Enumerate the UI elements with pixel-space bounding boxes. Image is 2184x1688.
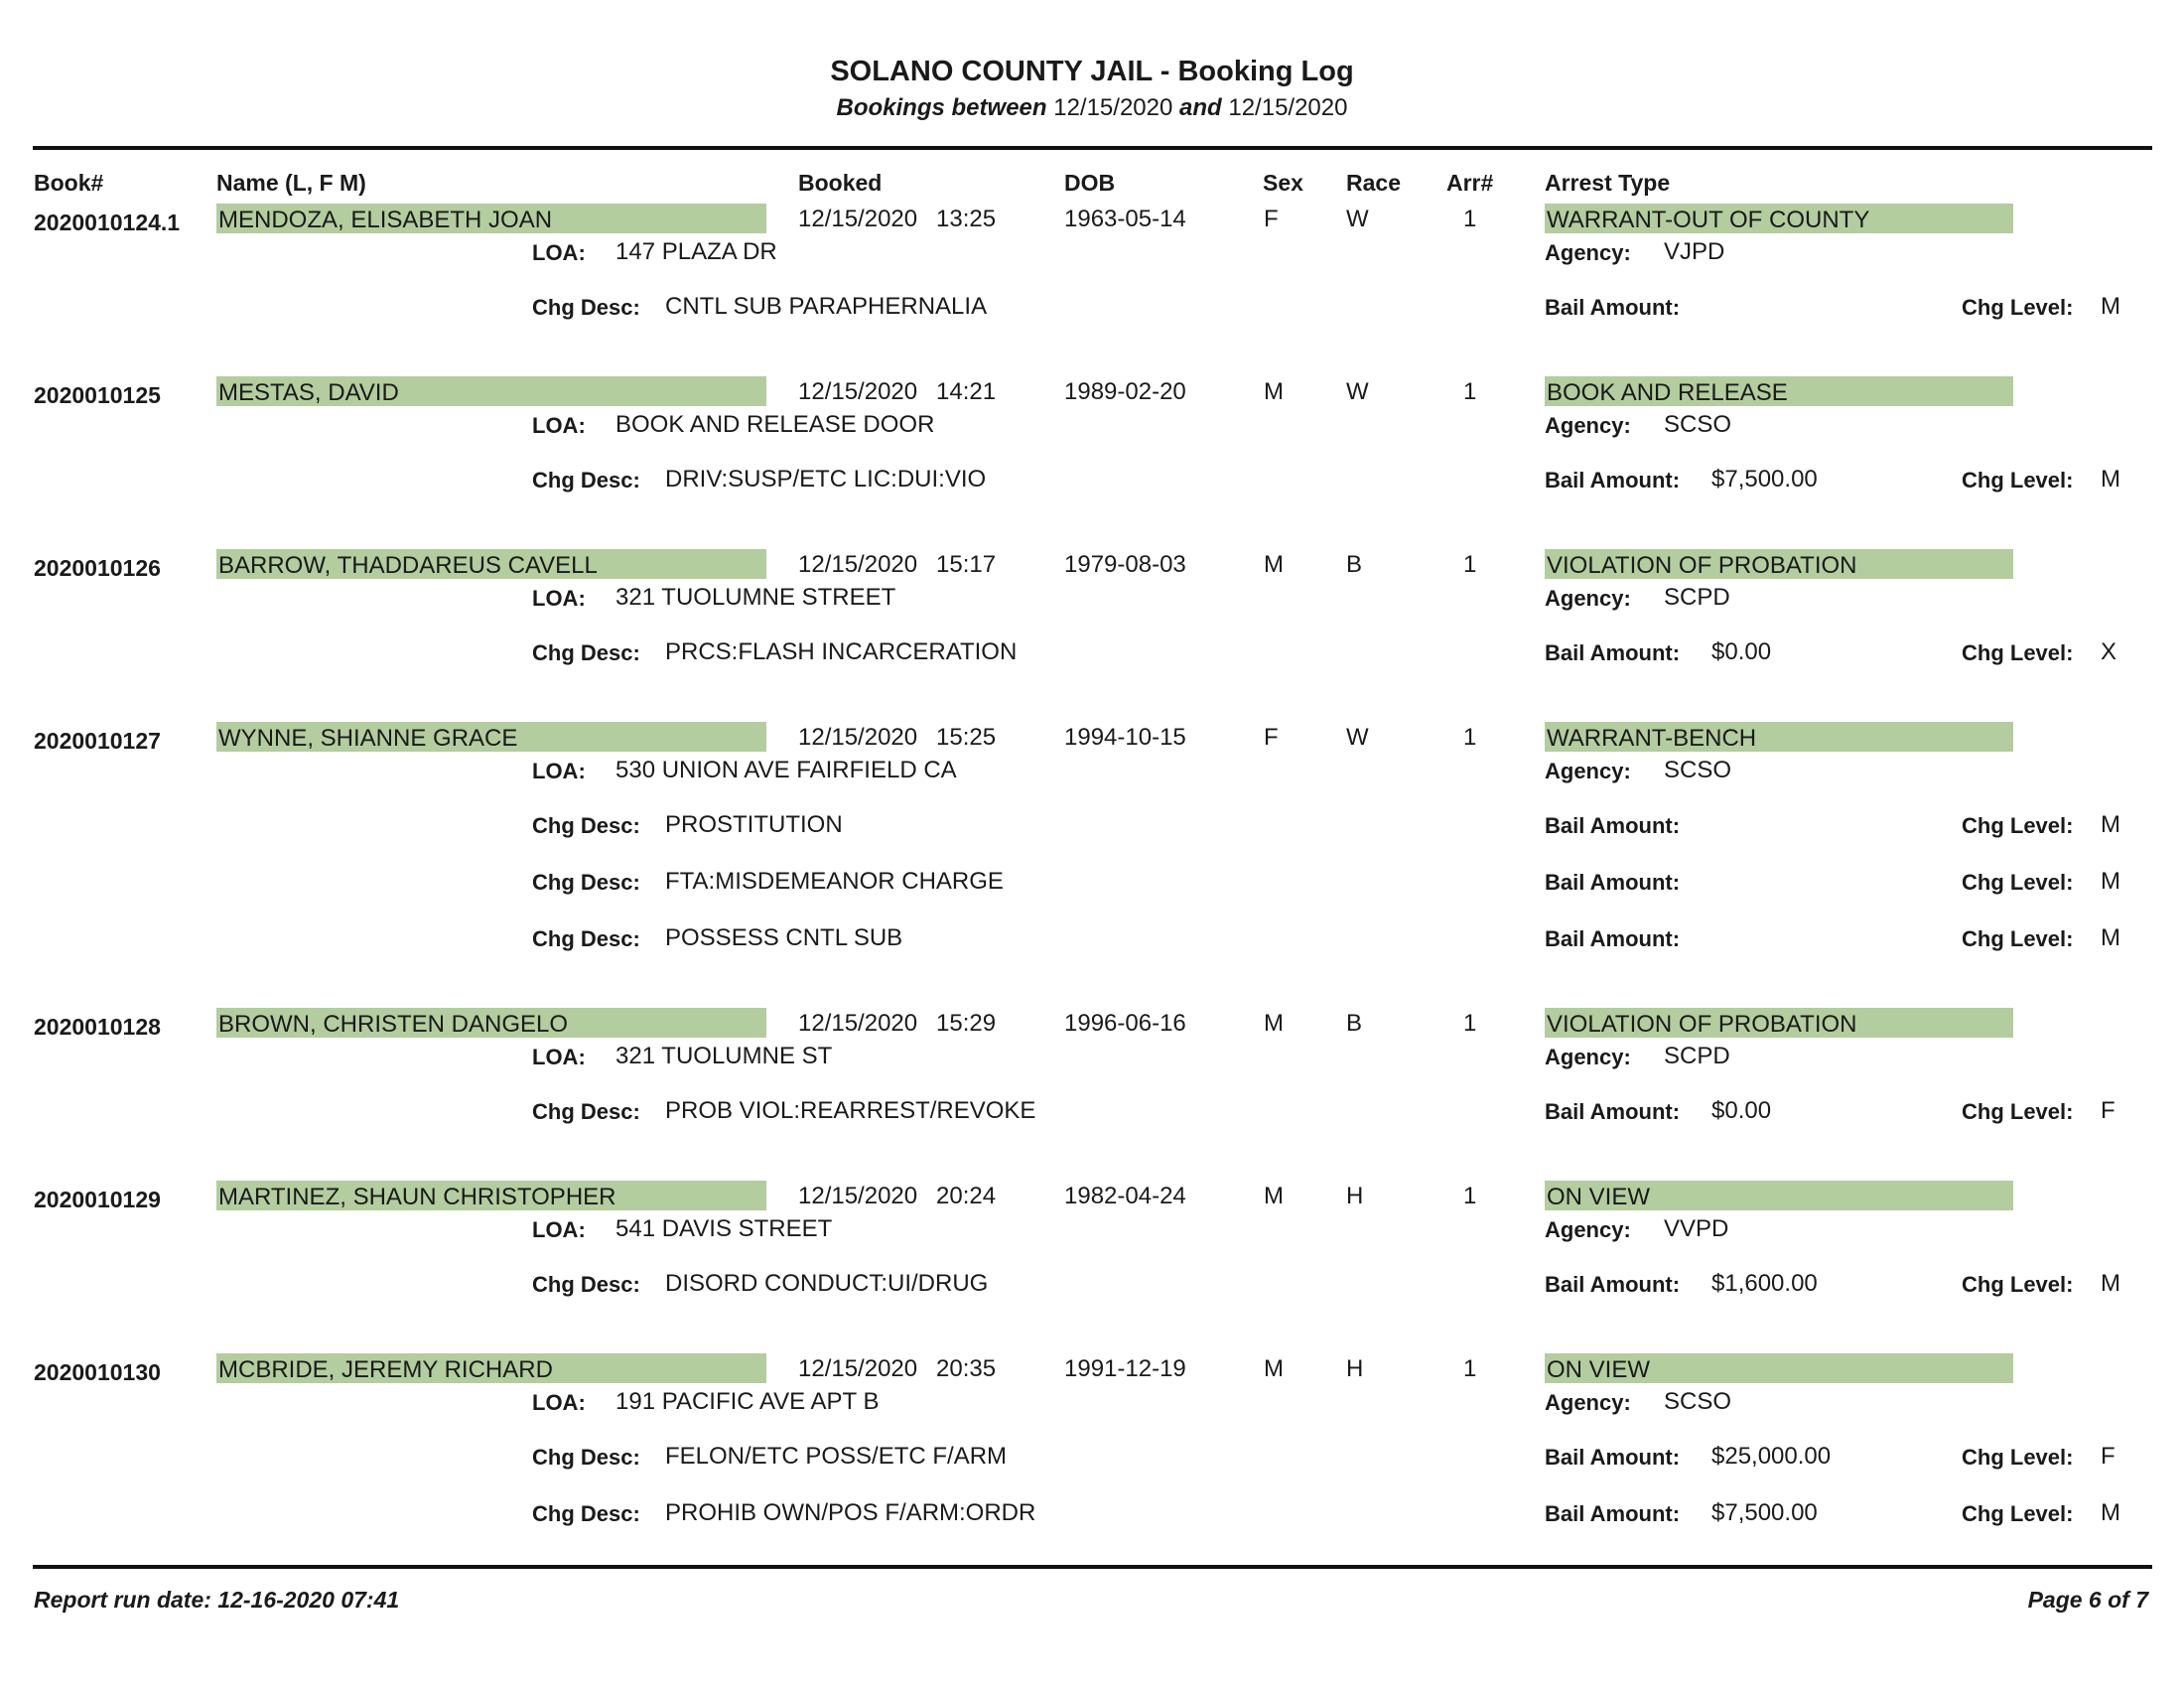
chg-desc-value: DISORD CONDUCT:UI/DRUG <box>665 1270 989 1297</box>
chg-level-value: M <box>2101 293 2120 320</box>
bail-amount-label: Bail Amount: <box>1545 1272 1681 1297</box>
book-number: 2020010130 <box>34 1359 161 1385</box>
chg-desc-value: CNTL SUB PARAPHERNALIA <box>665 293 988 320</box>
chg-level-value: M <box>2101 868 2120 895</box>
inmate-name: MESTAS, DAVID <box>216 376 766 406</box>
race: W <box>1346 378 1369 405</box>
chg-level-label: Chg Level: <box>1962 468 2074 492</box>
sex: F <box>1264 724 1279 751</box>
arr-number: 1 <box>1463 1183 1477 1209</box>
sex: M <box>1264 1355 1284 1382</box>
chg-desc-value: POSSESS CNTL SUB <box>665 924 903 951</box>
chg-level-value: F <box>2101 1097 2116 1124</box>
agency-value: SCSO <box>1664 411 1732 438</box>
bail-amount-label: Bail Amount: <box>1545 1099 1681 1124</box>
chg-level-label: Chg Level: <box>1962 1099 2074 1124</box>
arrest-type: WARRANT-OUT OF COUNTY <box>1545 204 2013 233</box>
book-number: 2020010129 <box>34 1187 161 1212</box>
bail-amount-label: Bail Amount: <box>1545 468 1681 492</box>
booked-time: 20:24 <box>936 1183 997 1209</box>
col-arr: Arr# <box>1446 170 1494 196</box>
arr-number: 1 <box>1463 206 1477 232</box>
chg-desc-label: Chg Desc: <box>532 640 640 665</box>
bail-amount-value: $0.00 <box>1711 1097 1772 1124</box>
chg-level-value: X <box>2101 638 2117 665</box>
loa-value: 191 PACIFIC AVE APT B <box>615 1388 880 1415</box>
loa-value: 530 UNION AVE FAIRFIELD CA <box>615 757 957 783</box>
chg-desc-value: PROSTITUTION <box>665 811 843 838</box>
chg-level-label: Chg Level: <box>1962 813 2074 838</box>
chg-desc-value: PROHIB OWN/POS F/ARM:ORDR <box>665 1499 1036 1526</box>
dob: 1991-12-19 <box>1064 1355 1186 1382</box>
col-book: Book# <box>34 170 104 196</box>
race: W <box>1346 206 1369 232</box>
start-date: 12/15/2020 <box>1053 94 1173 121</box>
bail-amount-label: Bail Amount: <box>1545 1445 1681 1470</box>
dob: 1996-06-16 <box>1064 1010 1186 1037</box>
loa-label: LOA: <box>532 1045 586 1069</box>
arr-number: 1 <box>1463 1355 1477 1382</box>
chg-desc-label: Chg Desc: <box>532 468 640 492</box>
inmate-name: WYNNE, SHIANNE GRACE <box>216 722 766 752</box>
chg-desc-value: PROB VIOL:REARREST/REVOKE <box>665 1097 1036 1124</box>
arrest-type: WARRANT-BENCH <box>1545 722 2013 752</box>
page-number: Page 6 of 7 <box>2027 1587 2148 1613</box>
loa-value: 147 PLAZA DR <box>615 238 777 265</box>
book-number: 2020010127 <box>34 728 161 754</box>
arrest-type: VIOLATION OF PROBATION <box>1545 1008 2013 1038</box>
inmate-name: MENDOZA, ELISABETH JOAN <box>216 204 766 233</box>
booked-date: 12/15/2020 <box>798 206 918 232</box>
loa-label: LOA: <box>532 413 586 438</box>
sex: F <box>1264 206 1279 232</box>
book-number: 2020010124.1 <box>34 210 181 235</box>
book-number: 2020010125 <box>34 382 161 408</box>
agency-label: Agency: <box>1545 1217 1631 1242</box>
race: W <box>1346 724 1369 751</box>
agency-value: VVPD <box>1664 1215 1729 1242</box>
bail-amount-value: $1,600.00 <box>1711 1270 1818 1297</box>
book-number: 2020010128 <box>34 1014 161 1040</box>
booked-time: 20:35 <box>936 1355 997 1382</box>
loa-value: 541 DAVIS STREET <box>615 1215 833 1242</box>
report-title: SOLANO COUNTY JAIL - Booking Log <box>830 56 1354 87</box>
agency-label: Agency: <box>1545 1390 1631 1415</box>
chg-level-label: Chg Level: <box>1962 640 2074 665</box>
report-run-date: Report run date: 12-16-2020 07:41 <box>34 1587 400 1613</box>
chg-level-label: Chg Level: <box>1962 1445 2074 1470</box>
bail-amount-label: Bail Amount: <box>1545 870 1681 895</box>
chg-level-label: Chg Level: <box>1962 1272 2074 1297</box>
race: H <box>1346 1355 1364 1382</box>
inmate-name: MARTINEZ, SHAUN CHRISTOPHER <box>216 1181 766 1210</box>
agency-label: Agency: <box>1545 1045 1631 1069</box>
agency-value: SCSO <box>1664 1388 1732 1415</box>
chg-level-value: M <box>2101 1270 2120 1297</box>
booked-time: 15:17 <box>936 551 997 578</box>
race: B <box>1346 551 1363 578</box>
bail-amount-label: Bail Amount: <box>1545 813 1681 838</box>
loa-value: 321 TUOLUMNE STREET <box>615 584 896 611</box>
sex: M <box>1264 551 1284 578</box>
bottom-rule <box>33 1565 2152 1569</box>
col-booked: Booked <box>798 170 883 196</box>
sex: M <box>1264 1010 1284 1037</box>
agency-value: SCPD <box>1664 1043 1730 1069</box>
chg-desc-label: Chg Desc: <box>532 926 640 951</box>
inmate-name: MCBRIDE, JEREMY RICHARD <box>216 1353 766 1383</box>
chg-level-label: Chg Level: <box>1962 295 2074 320</box>
loa-value: BOOK AND RELEASE DOOR <box>615 411 935 438</box>
agency-label: Agency: <box>1545 413 1631 438</box>
chg-desc-label: Chg Desc: <box>532 295 640 320</box>
chg-level-label: Chg Level: <box>1962 926 2074 951</box>
chg-level-value: M <box>2101 466 2120 492</box>
race: H <box>1346 1183 1364 1209</box>
arrest-type: BOOK AND RELEASE <box>1545 376 2013 406</box>
chg-desc-label: Chg Desc: <box>532 1272 640 1297</box>
booked-date: 12/15/2020 <box>798 378 918 405</box>
agency-value: SCPD <box>1664 584 1730 611</box>
col-sex: Sex <box>1263 170 1303 196</box>
dob: 1989-02-20 <box>1064 378 1186 405</box>
loa-label: LOA: <box>532 1390 586 1415</box>
bail-amount-label: Bail Amount: <box>1545 295 1681 320</box>
arr-number: 1 <box>1463 378 1477 405</box>
col-name: Name (L, F M) <box>216 170 366 196</box>
agency-value: VJPD <box>1664 238 1725 265</box>
book-number: 2020010126 <box>34 555 161 581</box>
arrest-type: ON VIEW <box>1545 1181 2013 1210</box>
inmate-name: BARROW, THADDAREUS CAVELL <box>216 549 766 579</box>
chg-level-value: M <box>2101 1499 2120 1526</box>
chg-desc-value: DRIV:SUSP/ETC LIC:DUI:VIO <box>665 466 987 492</box>
loa-label: LOA: <box>532 759 586 783</box>
chg-level-value: M <box>2101 811 2120 838</box>
loa-label: LOA: <box>532 1217 586 1242</box>
chg-desc-label: Chg Desc: <box>532 1501 640 1526</box>
bail-amount-label: Bail Amount: <box>1545 926 1681 951</box>
chg-desc-value: FELON/ETC POSS/ETC F/ARM <box>665 1443 1008 1470</box>
dob: 1994-10-15 <box>1064 724 1186 751</box>
agency-label: Agency: <box>1545 759 1631 783</box>
booked-date: 12/15/2020 <box>798 1355 918 1382</box>
bail-amount-value: $0.00 <box>1711 638 1772 665</box>
booked-time: 15:29 <box>936 1010 997 1037</box>
booked-date: 12/15/2020 <box>798 724 918 751</box>
arr-number: 1 <box>1463 724 1477 751</box>
col-arrest-type: Arrest Type <box>1545 170 1671 196</box>
chg-level-label: Chg Level: <box>1962 1501 2074 1526</box>
col-race: Race <box>1346 170 1401 196</box>
col-dob: DOB <box>1064 170 1116 196</box>
agency-value: SCSO <box>1664 757 1732 783</box>
booked-date: 12/15/2020 <box>798 1010 918 1037</box>
chg-desc-label: Chg Desc: <box>532 813 640 838</box>
arr-number: 1 <box>1463 551 1477 578</box>
top-rule <box>33 146 2152 150</box>
chg-desc-value: FTA:MISDEMEANOR CHARGE <box>665 868 1004 895</box>
bail-amount-label: Bail Amount: <box>1545 640 1681 665</box>
subtitle-and: and <box>1179 94 1222 121</box>
inmate-name: BROWN, CHRISTEN DANGELO <box>216 1008 766 1038</box>
chg-desc-label: Chg Desc: <box>532 870 640 895</box>
chg-desc-label: Chg Desc: <box>532 1099 640 1124</box>
bail-amount-value: $7,500.00 <box>1711 466 1818 492</box>
booked-date: 12/15/2020 <box>798 551 918 578</box>
sex: M <box>1264 378 1284 405</box>
subtitle-prefix: Bookings between <box>836 94 1047 121</box>
chg-level-label: Chg Level: <box>1962 870 2074 895</box>
arrest-type: VIOLATION OF PROBATION <box>1545 549 2013 579</box>
bail-amount-value: $7,500.00 <box>1711 1499 1818 1526</box>
dob: 1979-08-03 <box>1064 551 1186 578</box>
booked-time: 14:21 <box>936 378 997 405</box>
booked-date: 12/15/2020 <box>798 1183 918 1209</box>
end-date: 12/15/2020 <box>1228 94 1348 121</box>
chg-desc-value: PRCS:FLASH INCARCERATION <box>665 638 1018 665</box>
sex: M <box>1264 1183 1284 1209</box>
loa-value: 321 TUOLUMNE ST <box>615 1043 833 1069</box>
dob: 1963-05-14 <box>1064 206 1186 232</box>
arrest-type: ON VIEW <box>1545 1353 2013 1383</box>
arr-number: 1 <box>1463 1010 1477 1037</box>
booked-time: 15:25 <box>936 724 997 751</box>
bail-amount-value: $25,000.00 <box>1711 1443 1832 1470</box>
race: B <box>1346 1010 1363 1037</box>
loa-label: LOA: <box>532 240 586 265</box>
report-subtitle <box>0 94 2184 122</box>
chg-desc-label: Chg Desc: <box>532 1445 640 1470</box>
agency-label: Agency: <box>1545 240 1631 265</box>
dob: 1982-04-24 <box>1064 1183 1186 1209</box>
agency-label: Agency: <box>1545 586 1631 611</box>
chg-level-value: F <box>2101 1443 2116 1470</box>
bail-amount-label: Bail Amount: <box>1545 1501 1681 1526</box>
loa-label: LOA: <box>532 586 586 611</box>
booked-time: 13:25 <box>936 206 997 232</box>
chg-level-value: M <box>2101 924 2120 951</box>
